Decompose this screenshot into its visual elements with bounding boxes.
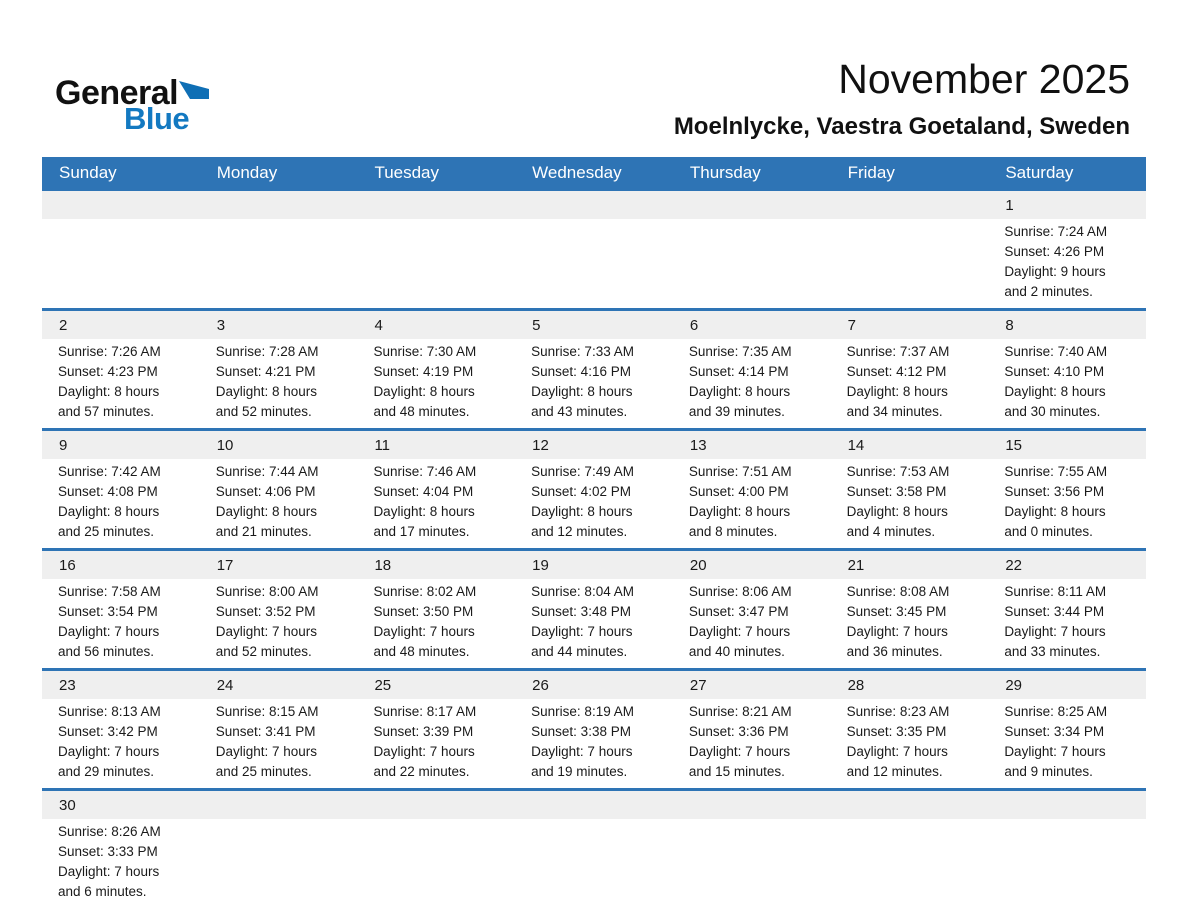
logo-text-general: General bbox=[55, 74, 179, 112]
day-sunrise: Sunrise: 7:24 AM bbox=[1004, 224, 1108, 239]
day-number bbox=[42, 191, 200, 219]
day-number: 26 bbox=[515, 671, 673, 699]
day-sunset: Sunset: 4:23 PM bbox=[58, 364, 158, 379]
day-details bbox=[988, 459, 1146, 548]
day-sunset: Sunset: 3:52 PM bbox=[215, 604, 316, 619]
day-daylight: Daylight: 8 hours and 39 minutes. bbox=[688, 384, 791, 419]
day-number: 10 bbox=[200, 431, 358, 459]
day-cell-6 bbox=[673, 311, 831, 428]
day-number: 20 bbox=[673, 551, 831, 579]
day-sunrise: Sunrise: 7:53 AM bbox=[846, 464, 950, 479]
day-sunrise: Sunrise: 8:26 AM bbox=[58, 824, 161, 839]
day-number: 21 bbox=[831, 551, 989, 579]
day-details bbox=[515, 339, 673, 428]
day-cell-1 bbox=[988, 191, 1146, 308]
day-number: 1 bbox=[988, 191, 1146, 219]
day-daylight: Daylight: 7 hours and 56 minutes. bbox=[58, 624, 160, 659]
day-details bbox=[42, 219, 200, 228]
day-daylight: Daylight: 7 hours and 15 minutes. bbox=[688, 744, 791, 779]
day-number: 14 bbox=[831, 431, 989, 459]
day-cell-13 bbox=[673, 431, 831, 548]
day-cell-18 bbox=[357, 551, 515, 668]
week-row bbox=[42, 788, 1146, 908]
day-number bbox=[515, 191, 673, 219]
title-block bbox=[674, 56, 1130, 141]
day-daylight: Daylight: 8 hours and 21 minutes. bbox=[215, 504, 318, 539]
day-sunrise: Sunrise: 8:06 AM bbox=[688, 584, 792, 599]
day-number: 17 bbox=[200, 551, 358, 579]
day-sunrise: Sunrise: 7:49 AM bbox=[531, 464, 634, 479]
day-cell-26 bbox=[515, 671, 673, 788]
day-cell-23 bbox=[42, 671, 200, 788]
day-sunset: Sunset: 4:19 PM bbox=[373, 364, 474, 379]
page-title: November 2025 bbox=[838, 56, 1130, 102]
day-details bbox=[42, 819, 200, 908]
day-cell-14 bbox=[831, 431, 989, 548]
day-details bbox=[831, 339, 989, 428]
day-cell-10 bbox=[200, 431, 358, 548]
day-details bbox=[357, 579, 515, 668]
day-daylight: Daylight: 8 hours and 17 minutes. bbox=[373, 504, 475, 539]
day-number: 4 bbox=[357, 311, 515, 339]
day-number: 24 bbox=[200, 671, 358, 699]
day-cell-16 bbox=[42, 551, 200, 668]
day-cell-empty bbox=[673, 191, 831, 308]
day-cell-empty bbox=[831, 791, 989, 908]
week-row bbox=[42, 548, 1146, 668]
day-details bbox=[200, 459, 358, 548]
day-details bbox=[988, 339, 1146, 428]
day-daylight: Daylight: 7 hours and 19 minutes. bbox=[531, 744, 633, 779]
day-cell-8 bbox=[988, 311, 1146, 428]
day-number: 23 bbox=[42, 671, 200, 699]
day-sunset: Sunset: 4:10 PM bbox=[1004, 364, 1105, 379]
day-daylight: Daylight: 8 hours and 12 minutes. bbox=[531, 504, 633, 539]
day-details bbox=[673, 339, 831, 428]
day-sunrise: Sunrise: 7:42 AM bbox=[58, 464, 161, 479]
day-details bbox=[988, 819, 1146, 828]
day-cell-20 bbox=[673, 551, 831, 668]
day-sunset: Sunset: 4:08 PM bbox=[58, 484, 158, 499]
day-number: 5 bbox=[515, 311, 673, 339]
day-cell-25 bbox=[357, 671, 515, 788]
day-number: 8 bbox=[988, 311, 1146, 339]
day-sunset: Sunset: 4:06 PM bbox=[215, 484, 316, 499]
day-sunset: Sunset: 4:16 PM bbox=[531, 364, 631, 379]
day-number: 9 bbox=[42, 431, 200, 459]
day-cell-2 bbox=[42, 311, 200, 428]
day-details bbox=[831, 819, 989, 828]
day-sunrise: Sunrise: 8:23 AM bbox=[846, 704, 950, 719]
day-number bbox=[831, 791, 989, 819]
day-details bbox=[515, 819, 673, 828]
weekday-header-sunday: Sunday bbox=[59, 162, 117, 182]
day-number: 16 bbox=[42, 551, 200, 579]
day-sunset: Sunset: 3:47 PM bbox=[688, 604, 789, 619]
day-cell-3 bbox=[200, 311, 358, 428]
day-number: 19 bbox=[515, 551, 673, 579]
weekday-header-friday: Friday bbox=[847, 162, 895, 182]
day-cell-19 bbox=[515, 551, 673, 668]
day-sunrise: Sunrise: 8:13 AM bbox=[58, 704, 161, 719]
day-number bbox=[831, 191, 989, 219]
day-sunrise: Sunrise: 8:08 AM bbox=[846, 584, 950, 599]
day-cell-empty bbox=[515, 191, 673, 308]
week-row bbox=[42, 668, 1146, 788]
day-details bbox=[357, 459, 515, 548]
day-sunset: Sunset: 3:45 PM bbox=[846, 604, 947, 619]
day-details bbox=[673, 819, 831, 828]
day-sunset: Sunset: 3:33 PM bbox=[58, 844, 158, 859]
day-number bbox=[200, 791, 358, 819]
page-subtitle: Moelnlycke, Vaestra Goetaland, Sweden bbox=[673, 113, 1130, 141]
day-daylight: Daylight: 8 hours and 25 minutes. bbox=[58, 504, 160, 539]
day-number: 3 bbox=[200, 311, 358, 339]
day-cell-empty bbox=[42, 191, 200, 308]
day-daylight: Daylight: 8 hours and 4 minutes. bbox=[846, 504, 948, 539]
day-daylight: Daylight: 7 hours and 29 minutes. bbox=[58, 744, 160, 779]
day-details bbox=[831, 699, 989, 788]
day-sunrise: Sunrise: 7:58 AM bbox=[58, 584, 161, 599]
day-number bbox=[357, 791, 515, 819]
calendar bbox=[42, 157, 1146, 908]
day-number: 30 bbox=[42, 791, 200, 819]
day-number: 6 bbox=[673, 311, 831, 339]
day-daylight: Daylight: 7 hours and 52 minutes. bbox=[215, 624, 318, 659]
day-details bbox=[515, 219, 673, 228]
day-details bbox=[988, 699, 1146, 788]
day-daylight: Daylight: 8 hours and 30 minutes. bbox=[1004, 384, 1106, 419]
day-sunrise: Sunrise: 7:28 AM bbox=[215, 344, 319, 359]
calendar-grid bbox=[42, 188, 1146, 908]
day-details bbox=[357, 819, 515, 828]
day-number bbox=[673, 791, 831, 819]
day-sunset: Sunset: 3:41 PM bbox=[215, 724, 316, 739]
day-sunrise: Sunrise: 7:30 AM bbox=[373, 344, 477, 359]
day-cell-29 bbox=[988, 671, 1146, 788]
day-cell-empty bbox=[515, 791, 673, 908]
day-number bbox=[673, 191, 831, 219]
day-daylight: Daylight: 8 hours and 8 minutes. bbox=[688, 504, 791, 539]
day-daylight: Daylight: 7 hours and 9 minutes. bbox=[1004, 744, 1106, 779]
day-details bbox=[42, 579, 200, 668]
day-details bbox=[831, 219, 989, 228]
day-daylight: Daylight: 8 hours and 52 minutes. bbox=[215, 384, 318, 419]
day-number: 22 bbox=[988, 551, 1146, 579]
day-daylight: Daylight: 8 hours and 0 minutes. bbox=[1004, 504, 1106, 539]
day-cell-empty bbox=[200, 791, 358, 908]
day-details bbox=[988, 219, 1146, 308]
day-sunrise: Sunrise: 8:04 AM bbox=[531, 584, 634, 599]
day-daylight: Daylight: 9 hours and 2 minutes. bbox=[1004, 264, 1106, 299]
day-sunset: Sunset: 4:21 PM bbox=[215, 364, 316, 379]
day-sunset: Sunset: 4:26 PM bbox=[1004, 244, 1105, 259]
day-number bbox=[988, 791, 1146, 819]
day-details bbox=[357, 699, 515, 788]
day-daylight: Daylight: 7 hours and 12 minutes. bbox=[846, 744, 948, 779]
day-daylight: Daylight: 8 hours and 34 minutes. bbox=[846, 384, 948, 419]
day-daylight: Daylight: 8 hours and 57 minutes. bbox=[58, 384, 160, 419]
day-details bbox=[42, 339, 200, 428]
day-daylight: Daylight: 7 hours and 6 minutes. bbox=[58, 864, 160, 899]
weekday-header-thursday: Thursday bbox=[689, 162, 761, 182]
day-daylight: Daylight: 8 hours and 43 minutes. bbox=[531, 384, 633, 419]
day-sunset: Sunset: 3:44 PM bbox=[1004, 604, 1105, 619]
day-details bbox=[831, 579, 989, 668]
generalblue-logo bbox=[55, 76, 209, 134]
day-cell-7 bbox=[831, 311, 989, 428]
day-cell-11 bbox=[357, 431, 515, 548]
day-sunrise: Sunrise: 8:00 AM bbox=[215, 584, 319, 599]
week-row bbox=[42, 188, 1146, 308]
day-sunrise: Sunrise: 7:55 AM bbox=[1004, 464, 1108, 479]
day-sunset: Sunset: 3:36 PM bbox=[688, 724, 789, 739]
day-number: 28 bbox=[831, 671, 989, 699]
day-sunrise: Sunrise: 7:40 AM bbox=[1004, 344, 1108, 359]
day-details bbox=[200, 219, 358, 228]
day-cell-empty bbox=[988, 791, 1146, 908]
logo-text-blue: Blue bbox=[124, 101, 190, 136]
weekday-header-row bbox=[42, 157, 1146, 188]
day-cell-empty bbox=[200, 191, 358, 308]
day-cell-22 bbox=[988, 551, 1146, 668]
weekday-header-monday: Monday bbox=[216, 162, 278, 182]
day-number bbox=[200, 191, 358, 219]
day-daylight: Daylight: 7 hours and 40 minutes. bbox=[688, 624, 791, 659]
day-sunset: Sunset: 3:58 PM bbox=[846, 484, 947, 499]
day-details bbox=[673, 699, 831, 788]
day-sunset: Sunset: 3:50 PM bbox=[373, 604, 474, 619]
day-sunset: Sunset: 3:39 PM bbox=[373, 724, 474, 739]
day-number: 27 bbox=[673, 671, 831, 699]
day-daylight: Daylight: 7 hours and 48 minutes. bbox=[373, 624, 475, 659]
day-details bbox=[988, 579, 1146, 668]
weekday-header-saturday: Saturday bbox=[1005, 162, 1074, 182]
day-number: 15 bbox=[988, 431, 1146, 459]
day-cell-empty bbox=[673, 791, 831, 908]
day-details bbox=[357, 339, 515, 428]
day-sunset: Sunset: 4:14 PM bbox=[688, 364, 789, 379]
day-cell-9 bbox=[42, 431, 200, 548]
day-number bbox=[357, 191, 515, 219]
day-cell-15 bbox=[988, 431, 1146, 548]
day-number: 12 bbox=[515, 431, 673, 459]
day-details bbox=[515, 459, 673, 548]
day-number: 2 bbox=[42, 311, 200, 339]
day-sunrise: Sunrise: 8:19 AM bbox=[531, 704, 634, 719]
day-details bbox=[200, 579, 358, 668]
day-sunset: Sunset: 3:34 PM bbox=[1004, 724, 1105, 739]
day-cell-27 bbox=[673, 671, 831, 788]
day-sunset: Sunset: 4:04 PM bbox=[373, 484, 474, 499]
day-daylight: Daylight: 7 hours and 25 minutes. bbox=[215, 744, 318, 779]
day-number: 25 bbox=[357, 671, 515, 699]
day-details bbox=[673, 219, 831, 228]
weekday-header-wednesday: Wednesday bbox=[532, 162, 622, 182]
day-cell-24 bbox=[200, 671, 358, 788]
day-sunrise: Sunrise: 7:51 AM bbox=[688, 464, 792, 479]
day-details bbox=[42, 459, 200, 548]
day-cell-empty bbox=[831, 191, 989, 308]
day-cell-5 bbox=[515, 311, 673, 428]
day-cell-12 bbox=[515, 431, 673, 548]
day-number: 13 bbox=[673, 431, 831, 459]
day-cell-empty bbox=[357, 791, 515, 908]
day-details bbox=[673, 459, 831, 548]
weekday-header-tuesday: Tuesday bbox=[374, 162, 440, 182]
day-sunset: Sunset: 3:54 PM bbox=[58, 604, 158, 619]
day-details bbox=[515, 699, 673, 788]
day-sunrise: Sunrise: 8:25 AM bbox=[1004, 704, 1108, 719]
day-cell-30 bbox=[42, 791, 200, 908]
day-cell-4 bbox=[357, 311, 515, 428]
day-details bbox=[200, 699, 358, 788]
day-sunset: Sunset: 3:42 PM bbox=[58, 724, 158, 739]
day-daylight: Daylight: 8 hours and 48 minutes. bbox=[373, 384, 475, 419]
day-sunset: Sunset: 3:56 PM bbox=[1004, 484, 1105, 499]
day-sunset: Sunset: 4:12 PM bbox=[846, 364, 947, 379]
week-row bbox=[42, 308, 1146, 428]
day-cell-21 bbox=[831, 551, 989, 668]
day-sunrise: Sunrise: 8:21 AM bbox=[688, 704, 792, 719]
day-details bbox=[673, 579, 831, 668]
day-details bbox=[357, 219, 515, 228]
day-number: 29 bbox=[988, 671, 1146, 699]
day-sunset: Sunset: 3:38 PM bbox=[531, 724, 631, 739]
day-cell-17 bbox=[200, 551, 358, 668]
day-sunrise: Sunrise: 7:44 AM bbox=[215, 464, 319, 479]
day-cell-28 bbox=[831, 671, 989, 788]
day-sunrise: Sunrise: 8:11 AM bbox=[1004, 584, 1107, 599]
day-sunset: Sunset: 3:35 PM bbox=[846, 724, 947, 739]
day-sunrise: Sunrise: 8:17 AM bbox=[373, 704, 477, 719]
day-sunset: Sunset: 4:02 PM bbox=[531, 484, 631, 499]
day-sunrise: Sunrise: 7:33 AM bbox=[531, 344, 634, 359]
day-sunrise: Sunrise: 7:35 AM bbox=[688, 344, 792, 359]
day-details bbox=[200, 339, 358, 428]
day-details bbox=[42, 699, 200, 788]
day-sunrise: Sunrise: 7:46 AM bbox=[373, 464, 477, 479]
day-number bbox=[515, 791, 673, 819]
logo-triangle-icon bbox=[179, 81, 209, 99]
day-sunrise: Sunrise: 8:15 AM bbox=[215, 704, 319, 719]
day-sunset: Sunset: 4:00 PM bbox=[688, 484, 789, 499]
day-daylight: Daylight: 7 hours and 44 minutes. bbox=[531, 624, 633, 659]
day-details bbox=[515, 579, 673, 668]
day-number: 7 bbox=[831, 311, 989, 339]
day-daylight: Daylight: 7 hours and 22 minutes. bbox=[373, 744, 475, 779]
day-sunset: Sunset: 3:48 PM bbox=[531, 604, 631, 619]
day-sunrise: Sunrise: 8:02 AM bbox=[373, 584, 477, 599]
day-daylight: Daylight: 7 hours and 33 minutes. bbox=[1004, 624, 1106, 659]
day-sunrise: Sunrise: 7:37 AM bbox=[846, 344, 950, 359]
day-daylight: Daylight: 7 hours and 36 minutes. bbox=[846, 624, 948, 659]
week-row bbox=[42, 428, 1146, 548]
day-cell-empty bbox=[357, 191, 515, 308]
day-sunrise: Sunrise: 7:26 AM bbox=[58, 344, 161, 359]
day-number: 18 bbox=[357, 551, 515, 579]
day-details bbox=[200, 819, 358, 828]
day-details bbox=[831, 459, 989, 548]
day-number: 11 bbox=[357, 431, 515, 459]
